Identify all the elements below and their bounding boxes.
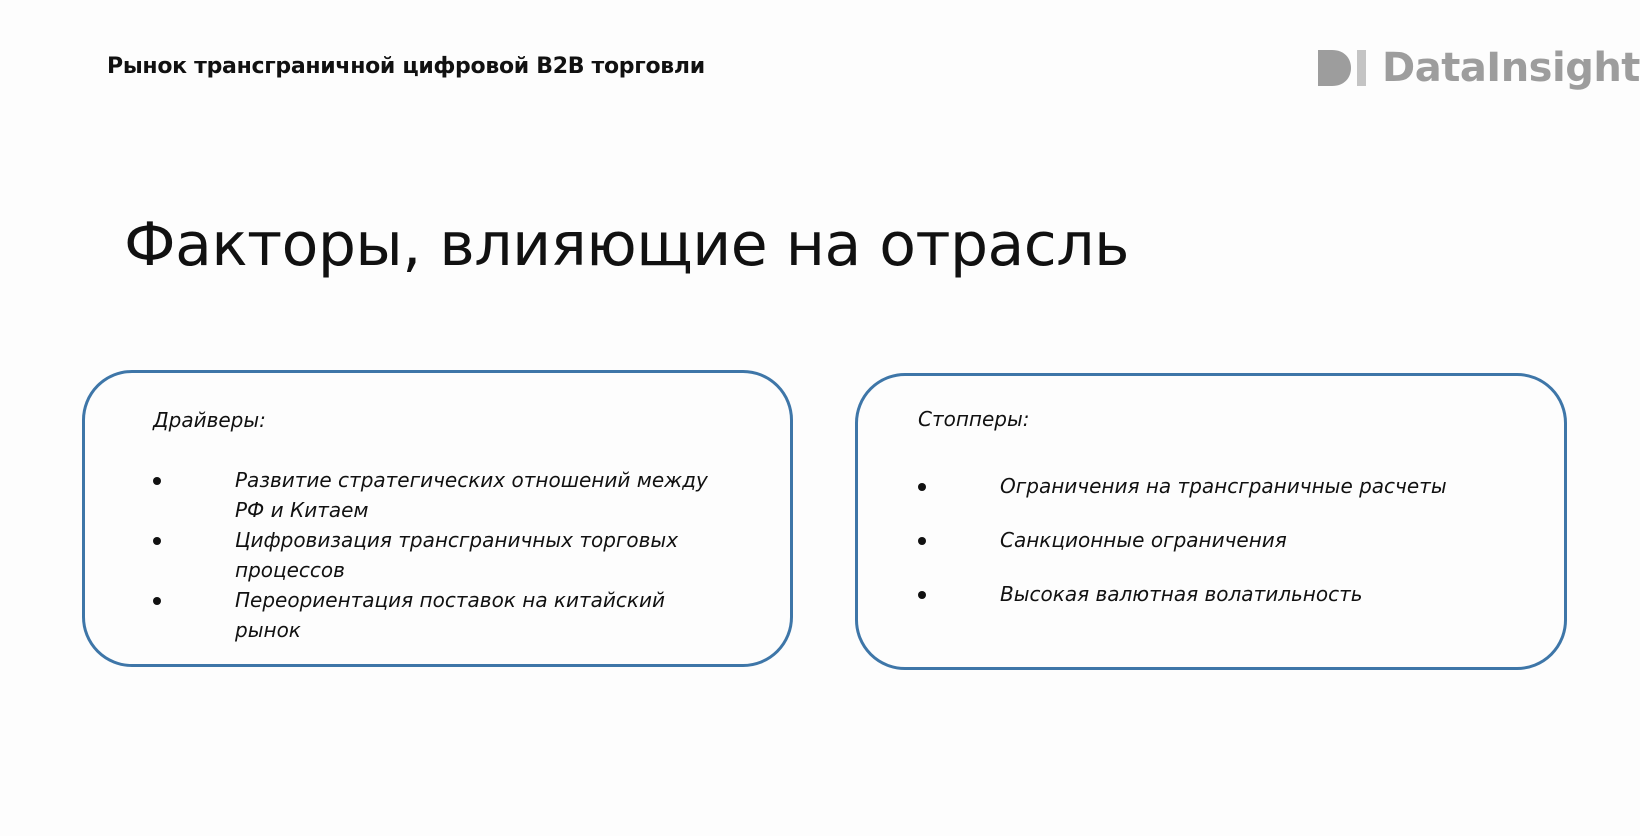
list-item [918, 471, 1538, 501]
list-item-text: Цифровизация трансграничных торговых процессов [235, 528, 679, 582]
list-item [153, 525, 723, 585]
list-item-text: Переориентация поставок на китайский рынок [235, 588, 665, 642]
page-title: Факторы, влияющие на отрасль [124, 210, 1130, 280]
drivers-card [82, 370, 793, 667]
header-title: Рынок трансграничной цифровой B2B торговли [107, 54, 705, 79]
bullet-icon [153, 477, 161, 485]
list-item-text: Развитие стратегических отношений между РФ и Китаем [235, 468, 708, 522]
list-item [153, 585, 723, 645]
list-item-text: Санкционные ограничения [1000, 528, 1287, 552]
stoppers-card [855, 373, 1567, 670]
stoppers-list [918, 471, 1538, 633]
logo-text: DataInsight [1382, 45, 1640, 91]
drivers-list [153, 465, 773, 645]
bullet-icon [153, 537, 161, 545]
list-item [153, 465, 723, 525]
bullet-icon [153, 597, 161, 605]
list-item-text: Высокая валютная волатильность [1000, 582, 1363, 606]
bullet-icon [918, 483, 926, 491]
list-item [918, 525, 1538, 555]
bullet-icon [918, 591, 926, 599]
datainsight-logo-icon [1318, 50, 1368, 86]
list-item-text: Ограничения на трансграничные расчеты [1000, 474, 1447, 498]
drivers-heading: Драйверы: [153, 408, 266, 432]
datainsight-logo [1318, 44, 1640, 92]
stoppers-heading: Стопперы: [918, 407, 1030, 431]
list-item [918, 579, 1538, 609]
bullet-icon [918, 537, 926, 545]
